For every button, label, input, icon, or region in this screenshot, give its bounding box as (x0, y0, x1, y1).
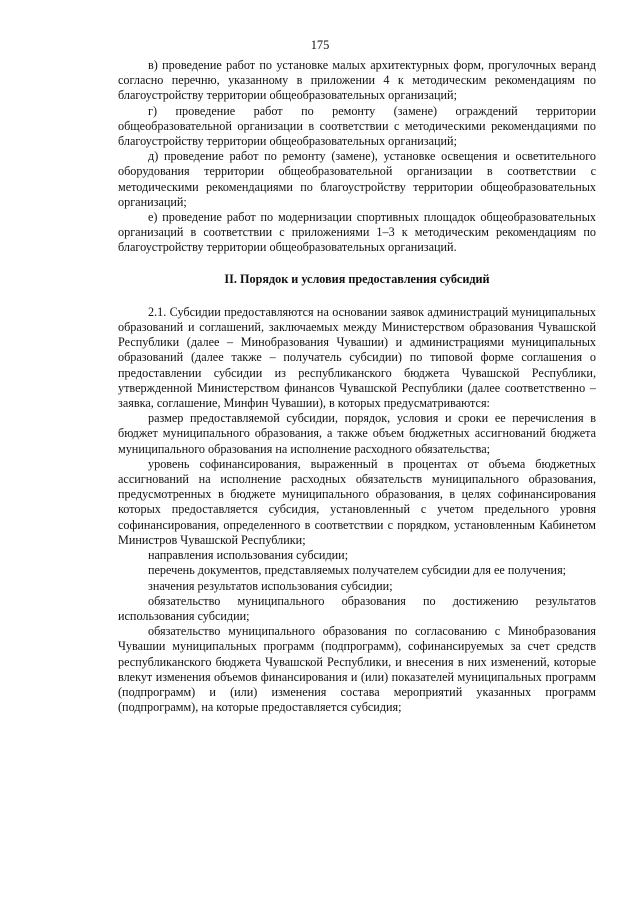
paragraph-2-1: 2.1. Субсидии предоставляются на основании заявок администраций муниципальных образований и соглашений, заключаемых между Министерством образования Чувашской Республики (далее – Минобразования Чувашии) и администрациями муниципальных образований (далее также – получатель субсидии) по типовой форме соглашения о предоставлении субсидии из республиканского бюджета Чувашской Республики, утвержденной Министерством финансов Чувашской Республики (далее соответственно – заявка, соглашение, Минфин Чувашии), в которых предусматриваются: (118, 304, 596, 411)
section-heading: II. Порядок и условия предоставления субсидий (224, 271, 490, 286)
paragraph-result-values: значения результатов использования субсидии; (148, 578, 393, 593)
paragraph-usage-directions: направления использования субсидии; (148, 548, 349, 563)
paragraph-item-e: е) проведение работ по модернизации спортивных площадок общеобразовательных организаций в соответствии с приложениями 1–3 к методическим рекомендациям по благоустройству территории общеобразовательных организаций. (118, 210, 596, 255)
paragraph-program-agreement: обязательство муниципального образования по согласованию с Минобразования Чувашии муниципальных программ (подпрограмм), софинансируемых за счет средств республиканского бюджета Чувашской Республики, и внесения в них изменений, которые влекут изменения объемов финансирования и (или) показателей муниципальных программ (подпрограмм) и (или) изменения состава мероприятий указанных программ (подпрограмм), на которые предоставляется субсидия; (118, 624, 596, 715)
page-number: 175 (310, 38, 330, 52)
paragraph-cofinancing-level: уровень софинансирования, выраженный в процентах от объема бюджетных ассигнований на исполнение расходных обязательств муниципального образования, предусмотренных в бюджете муниципального образования, в целях софинансирования которых предоставляется субсидия, установленный с учетом предельного уровня софинансирования, определенного в соответствии с порядком, установленным Кабинетом Министров Чувашской Республики; (118, 456, 596, 547)
paragraph-item-d: д) проведение работ по ремонту (замене), установке освещения и осветительного оборудования территории общеобразовательной организации в соответствии с методическими рекомендациями по благоустройству территории общеобразовательных организаций; (118, 149, 596, 209)
paragraph-subsidy-amount: размер предоставляемой субсидии, порядок, условия и сроки ее перечисления в бюджет муниципального образования, а также объем бюджетных ассигнований бюджета муниципального образования на исполнение расходного обязательства; (118, 411, 596, 456)
paragraph-document-list: перечень документов, представляемых получателем субсидии для ее получения; (148, 563, 567, 578)
paragraph-result-obligation: обязательство муниципального образования по достижению результатов использования субсидии; (118, 593, 596, 623)
paragraph-item-g: г) проведение работ по ремонту (замене) ограждений территории общеобразовательной организации в соответствии с методическими рекомендациями по благоустройству территории общеобразовательных организаций; (118, 103, 596, 149)
document-body (118, 58, 596, 715)
paragraph-item-v: в) проведение работ по установке малых архитектурных форм, прогулочных веранд согласно перечню, указанному в приложении 4 к методическим рекомендациям по благоустройству территории общеобразовательных организаций; (118, 58, 596, 103)
